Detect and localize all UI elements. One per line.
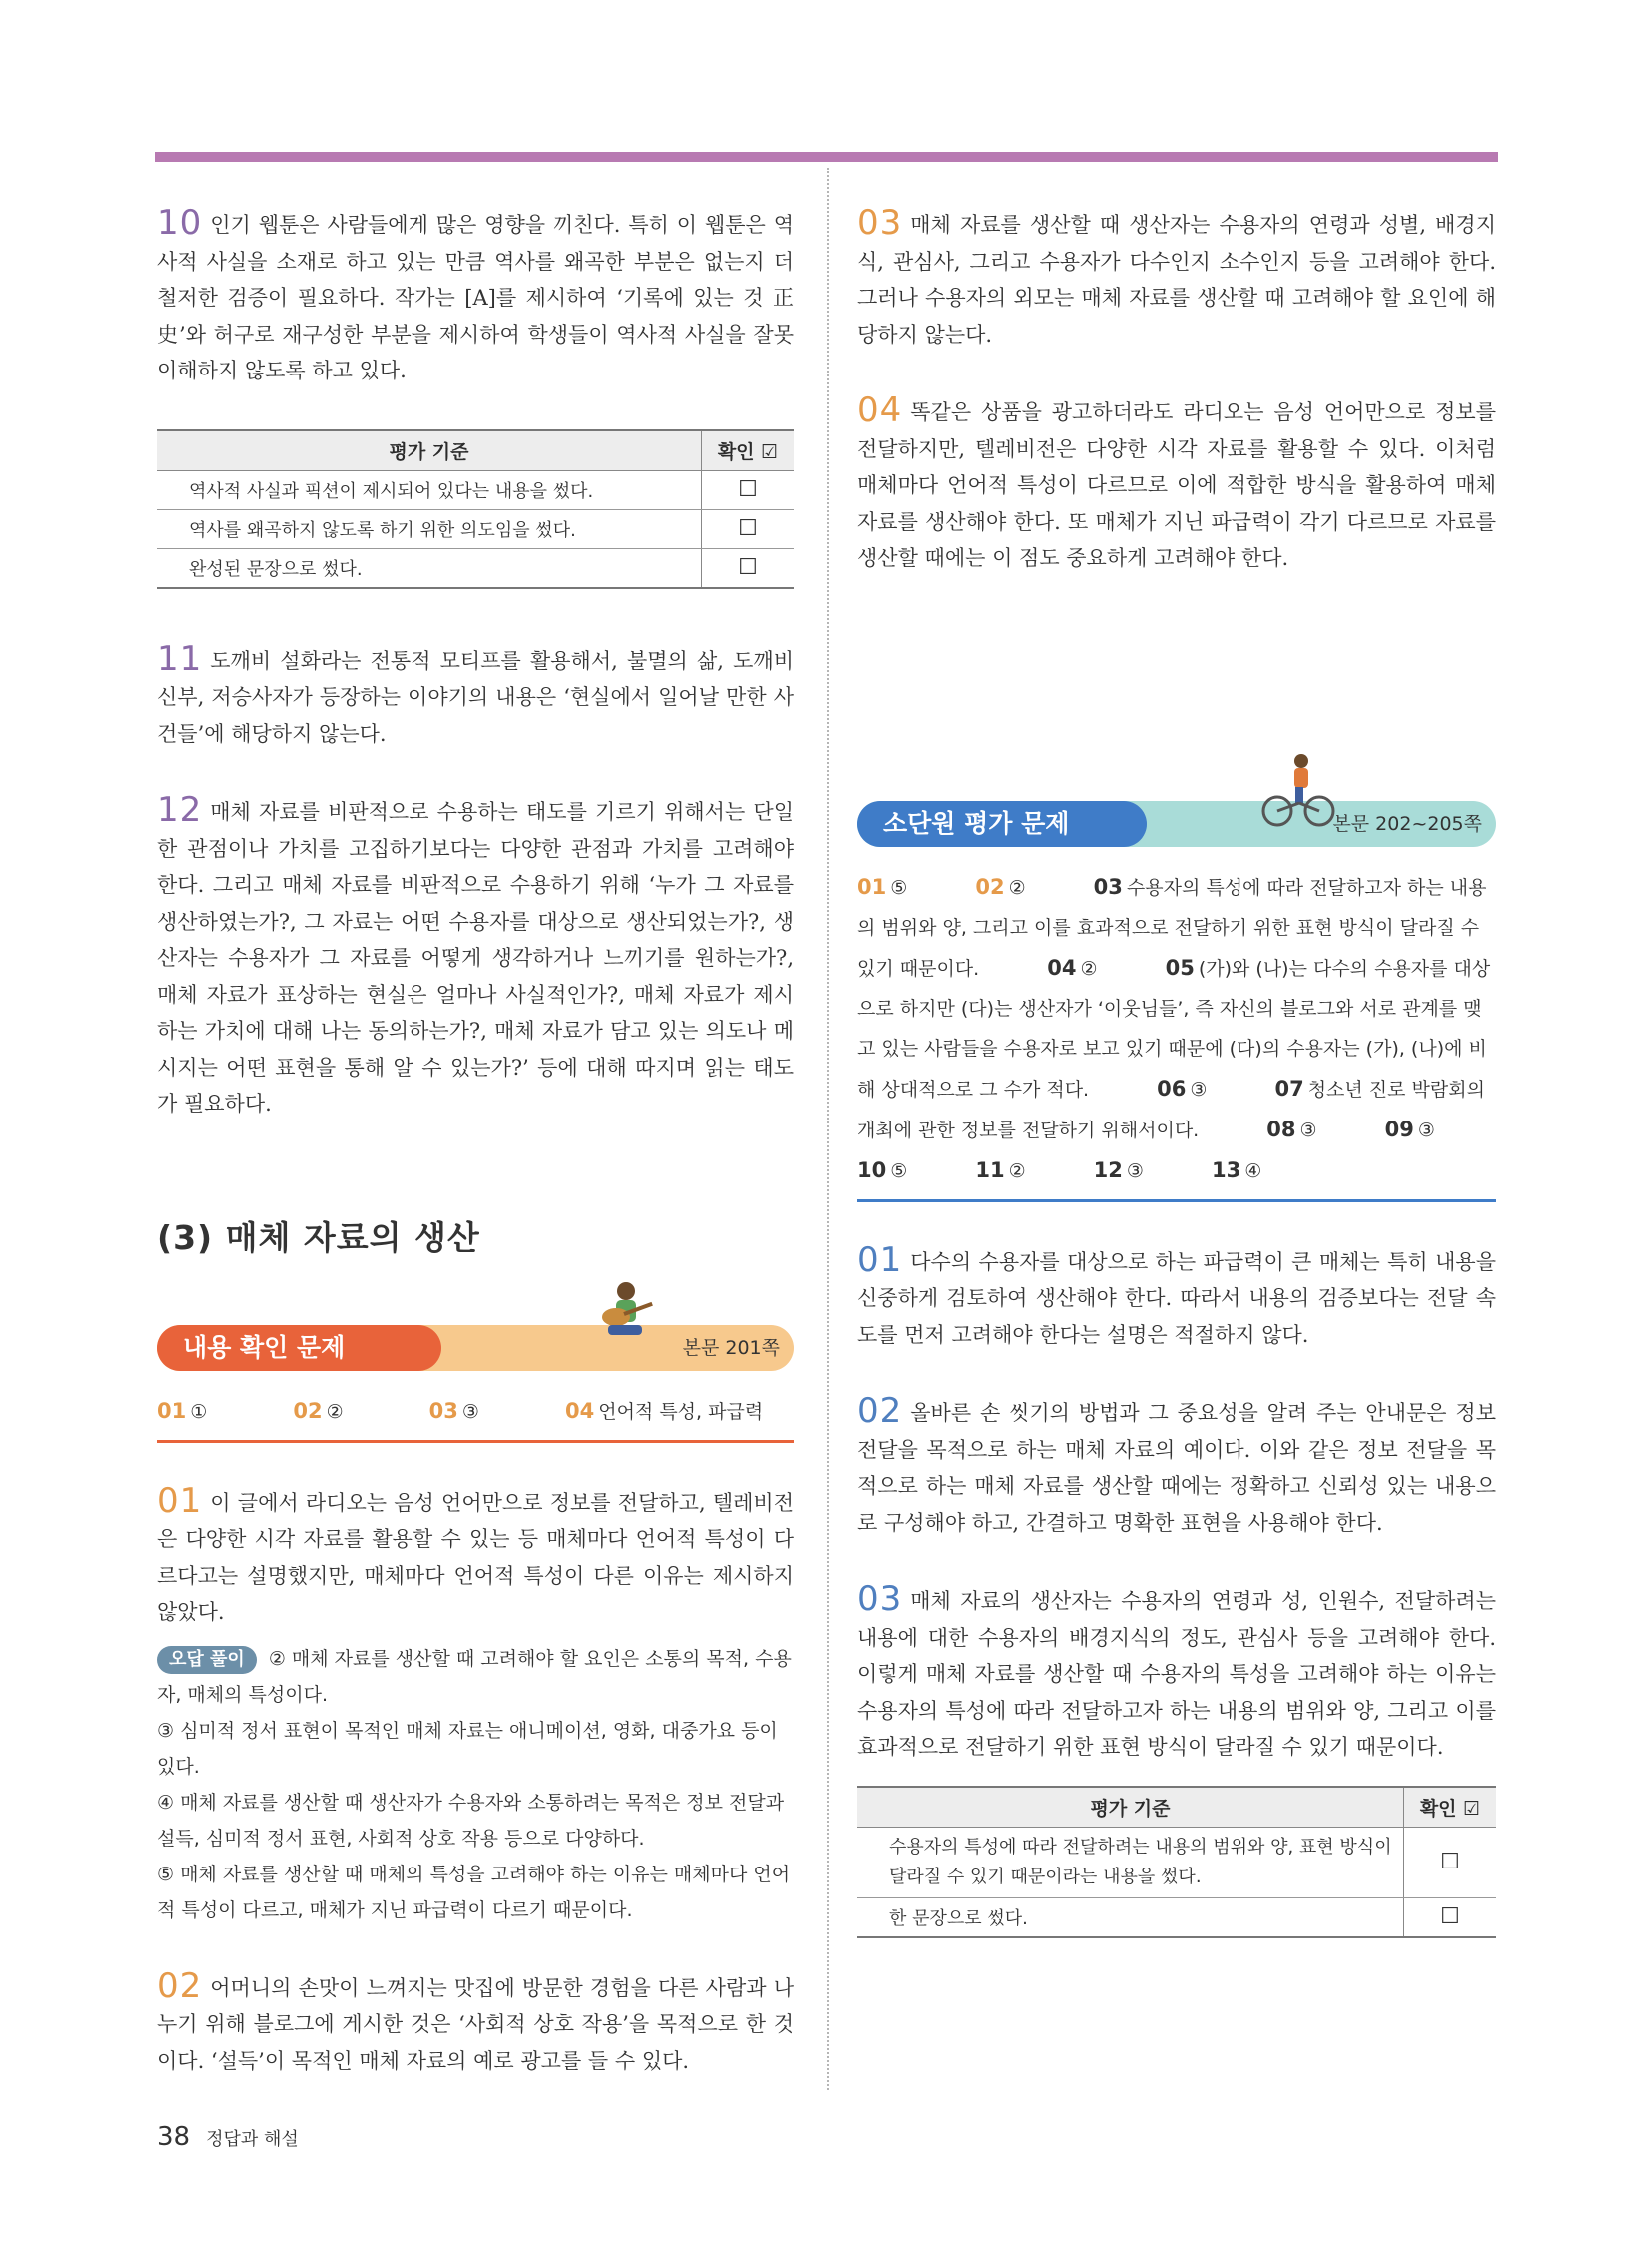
- table-header-criteria: 평가 기준: [157, 430, 702, 471]
- footer-label: 정답과 해설: [206, 2129, 299, 2150]
- banner-page-ref: 본문 201쪽: [682, 1336, 780, 1359]
- table-row: 역사를 왜곡하지 않도록 하기 위한 의도임을 썼다. ☐: [157, 509, 794, 548]
- explanation-11: 11 도깨비 설화라는 전통적 모티프를 활용해서, 불멸의 삶, 도깨비 신부, 저승사자가 등장하는 이야기의 내용은 ‘현실에서 일어날 만한 사건들’에 해당하지 않는다.: [157, 638, 794, 746]
- top-accent-bar: [155, 152, 1498, 162]
- checkbox[interactable]: ☐: [1404, 1897, 1497, 1937]
- table-header-criteria: 평가 기준: [857, 1787, 1404, 1828]
- solution-02: 02 올바른 손 씻기의 방법과 그 중요성을 알려 주는 안내문은 정보 전달을 목적으로 하는 매체 자료의 예이다. 이와 같은 정보 전달을 목적으로 하는 매체 자료를 생산할 때에는 정확하고 신뢰성 있는 내용으로 구성해야 하고, 간결하고 명확한 표현을 사용해야 한다.: [857, 1391, 1496, 1535]
- content-check-answers: 01 ① 02 ② 03 ③ 04 언어적 특성, 파급력: [157, 1398, 764, 1423]
- page-footer: [157, 2122, 299, 2152]
- section-title: (3) 매체 자료의 생산: [157, 1217, 480, 1257]
- banner-label: 소단원 평가 문제: [857, 801, 1147, 847]
- table-row: 한 문장으로 썼다. ☐: [857, 1897, 1496, 1937]
- table-header-check: 확인 ☑: [1404, 1787, 1497, 1828]
- table-row: 수용자의 특성에 따라 전달하려는 내용의 범위와 양, 표현 방식이 달라질 수 있기 때문이라는 내용을 썼다. ☐: [857, 1827, 1496, 1897]
- item-number: 02: [157, 1965, 203, 2006]
- wrong-answer-tag: 오답 풀이: [157, 1646, 257, 1674]
- item-number: 03: [857, 203, 903, 243]
- explanation-04: 04 똑같은 상품을 광고하더라도 라디오는 음성 언어만으로 정보를 전달하지만, 텔레비전은 다양한 시각 자료를 활용할 수 있다. 이처럼 매체마다 언어적 특성이 다르므로 이에 적합한 방식을 활용하여 매체 자료를 생산해야 한다. 또 매체가 지닌 파급력이 각기 다르므로 자료를 생산할 때에는 이 점도 중요하게 고려해야 한다.: [857, 390, 1496, 570]
- explanation-10: 10 인기 웹툰은 사람들에게 많은 영향을 끼친다. 특히 이 웹툰은 역사적 사실을 소재로 하고 있는 만큼 역사를 왜곡한 부분은 없는지 더 철저한 검증이 필요하다. 작가는 [A]를 제시하여 ‘기록에 있는 것 正史’와 허구로 재구성한 부분을 제시하여 학생들이 역사적 사실을 잘못 이해하지 않도록 하고 있다.: [157, 203, 794, 382]
- item-number: 04: [857, 390, 903, 430]
- page-number: 38: [157, 2122, 191, 2152]
- wrong-answer-explanation: 오답 풀이 ② 매체 자료를 생산할 때 고려해야 할 요인은 소통의 목적, 수용자, 매체의 특성이다. ③ 심미적 정서 표현이 목적인 매체 자료는 애니메이션, 영화, 대중가요 등이 있다. ④ 매체 자료를 생산할 때 생산자가 수용자와 소통하려는 목적은 정보 전달과 설득, 심미적 정서 표현, 사회적 상호 작용 등으로 다양하다. ⑤ 매체 자료를 생산할 때 매체의 특성을 고려해야 하는 이유는 매체마다 언어적 특성이 다르고, 매체가 지닌 파급력이 다르기 때문이다.: [157, 1647, 792, 1921]
- column-divider: [827, 168, 829, 2090]
- item-number: 02: [857, 1391, 903, 1431]
- solution-03: 03 매체 자료의 생산자는 수용자의 연령과 성, 인원수, 전달하려는 내용에 대한 수용자의 배경지식의 정도, 관심사 등을 고려해야 한다. 이렇게 매체 자료를 생산할 때 수용자의 특성을 고려해야 하는 이유는 수용자의 특성에 따라 전달하고자 하는 내용의 범위와 양, 그리고 이를 효과적으로 전달하기 위한 표현 방식이 달라질 수 있기 때문이다.: [857, 1579, 1496, 1759]
- explanation-03: 03 매체 자료를 생산할 때 생산자는 수용자의 연령과 성별, 배경지식, 관심사, 그리고 수용자가 다수인지 소수인지 등을 고려해야 한다. 그러나 수용자의 외모는 매체 자료를 생산할 때 고려해야 할 요인에 해당하지 않는다.: [857, 203, 1496, 347]
- orange-rule: [157, 1440, 794, 1443]
- checkbox[interactable]: ☐: [702, 470, 795, 509]
- checkbox[interactable]: ☐: [1404, 1827, 1497, 1897]
- table-row: 완성된 문장으로 썼다. ☐: [157, 548, 794, 588]
- explanation-01: 01 이 글에서 라디오는 음성 언어만으로 정보를 전달하고, 텔레비전은 다양한 시각 자료를 활용할 수 있는 등 매체마다 언어적 특성이 다르다고는 설명했지만, 매체마다 언어적 특성이 다른 이유는 제시하지 않았다.: [157, 1480, 794, 1624]
- checkbox[interactable]: ☐: [702, 509, 795, 548]
- table-header-check: 확인 ☑: [702, 430, 795, 471]
- banner-label: 내용 확인 문제: [157, 1325, 441, 1371]
- item-number: 10: [157, 203, 203, 243]
- right-column: [857, 205, 1496, 1990]
- table-row: 역사적 사실과 픽션이 제시되어 있다는 내용을 썼다. ☐: [157, 470, 794, 509]
- item-number: 01: [157, 1480, 203, 1521]
- item-number: 01: [857, 1239, 903, 1280]
- banner-page-ref: 본문 202~205쪽: [1332, 812, 1482, 835]
- blue-rule: [857, 1199, 1496, 1202]
- explanation-02: 02 어머니의 손맛이 느껴지는 맛집에 방문한 경험을 다른 사람과 나누기 위해 블로그에 게시한 것은 ‘사회적 상호 작용’을 목적으로 한 것이다. ‘설득’이 목적인 매체 자료의 예로 광고를 들 수 있다.: [157, 1965, 794, 2073]
- cyclist-icon: [1261, 753, 1335, 829]
- content-check-banner: [157, 1321, 794, 1371]
- unit-test-answers: 01 ⑤ 02 ② 03 수용자의 특성에 따라 전달하고자 하는 내용의 범위와 양, 그리고 이를 효과적으로 전달하기 위한 표현 방식이 달라질 수 있기 때문이다. 04 ② 05 (가)와 (나)는 다수의 수용자를 대상으로 하지만 (다)는 생산자가 ‘이웃님들’, 즉 자신의 블로그와 서로 관계를 맺고 있는 사람들을 수용자로 보고 있기 때문에 (다)의 수용자는 (가), (나)에 비해 상대적으로 그 수가 적다. 06 ③ 07 청소년 진로 박람회의 개최에 관한 정보를 전달하기 위해서이다. 08 ③ 09 ③ 10 ⑤ 11 ② 12 ③ 13 ④: [857, 874, 1491, 1182]
- item-number: 11: [157, 638, 203, 679]
- explanation-12: 12 매체 자료를 비판적으로 수용하는 태도를 기르기 위해서는 단일한 관점이나 가치를 고집하기보다는 다양한 관점과 가치를 고려해야 한다. 그리고 매체 자료를 비판적으로 수용하기 위해 ‘누가 그 자료를 생산하였는가?, 그 자료는 어떤 수용자를 대상으로 생산되었는가?, 생산자는 수용자가 그 자료를 어떻게 생각하거나 느끼기를 원하는가?, 매체 자료가 표상하는 현실은 얼마나 사실적인가?, 매체 자료가 제시하는 가치에 대해 나는 동의하는가?, 매체 자료가 담고 있는 의도나 메시지는 어떤 표현을 통해 알 수 있는가?’ 등에 대해 따지며 읽는 태도가 필요하다.: [157, 790, 794, 1116]
- unit-test-banner: [857, 797, 1496, 847]
- evaluation-table-2: [857, 1786, 1496, 1938]
- checkbox[interactable]: ☐: [702, 548, 795, 588]
- solution-01: 01 다수의 수용자를 대상으로 하는 파급력이 큰 매체는 특히 내용을 신중하게 검토하여 생산해야 한다. 따라서 내용의 검증보다는 전달 속도를 먼저 고려해야 한다는 설명은 적절하지 않다.: [857, 1239, 1496, 1347]
- item-number: 12: [157, 790, 203, 830]
- guitar-player-icon: [586, 1279, 666, 1349]
- item-number: 03: [857, 1579, 903, 1619]
- left-column: [157, 205, 794, 2119]
- evaluation-table-1: [157, 429, 794, 589]
